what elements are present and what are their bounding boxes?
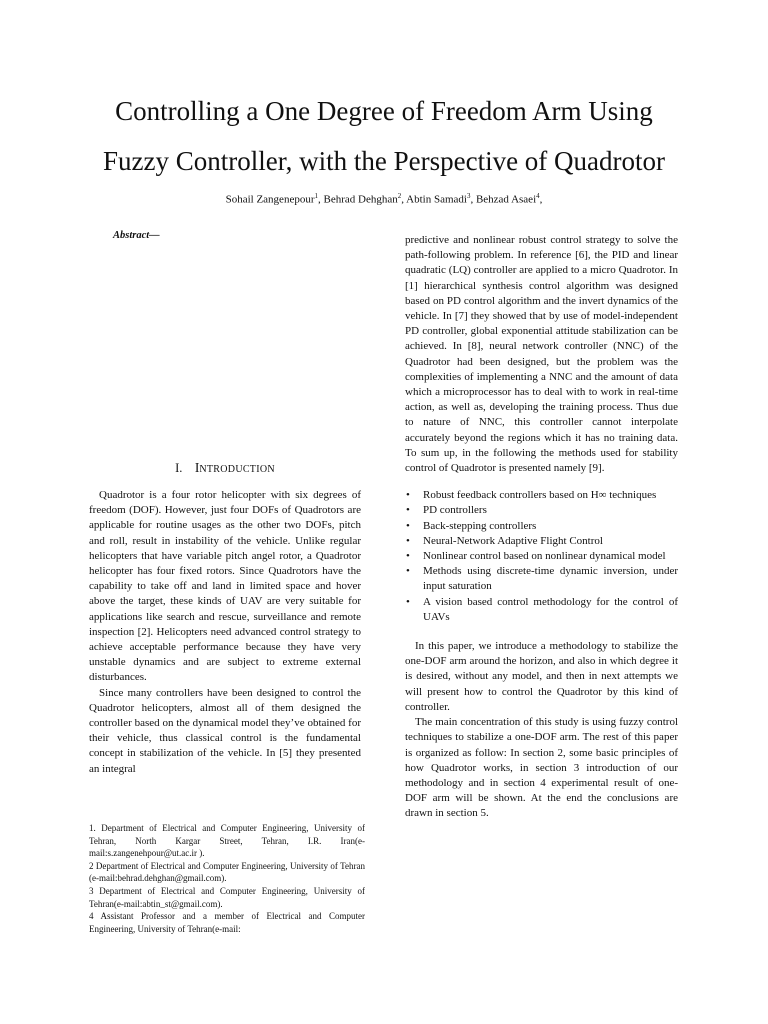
list-item bbox=[405, 503, 678, 518]
body-paragraph: predictive and nonlinear robust control strategy to solve the path-following problem. In reference [6], the PID and linear quadratic (LQ) controller are applied to a micro Quadrotor. In [1] hierarchical synthesis control algorithm was designed based on PD control algorithm and the invert dynamics of the vehicle. In [7] they showed that by use of model-independent PD controller, global exponential attitude stabilization can be achieved. In [8], neural network controller (NNC) of the Quadrotor had been designed, but the problem was the complexities of implementing a NNC and the amount of data which a microprocessor has to deal with to work in real-time action, as well as, developing the training process. Thus due to nature of NNC, this controller cannot interpolate accurately beyond the regions which it has no training data. To sum up, in the following the methods used for stability control of Quadrotor is presented namely [9]. bbox=[405, 234, 678, 475]
section-title-initial: I bbox=[194, 460, 200, 475]
list-item bbox=[405, 519, 678, 534]
body-paragraph: In this paper, we introduce a methodology to stabilize the one-DOF arm around the horizon, and also in which degree it is desired, without any model, and then in next attempts we will present how to control the Quadrotor by this kind of controller. bbox=[405, 640, 678, 713]
footnotes bbox=[89, 822, 365, 935]
footnote: 4 Assistant Professor and a member of Electrical and Computer Engineering, University of Tehran(e-mail: bbox=[89, 911, 365, 934]
list-item bbox=[405, 549, 678, 564]
list-item-text: Neural-Network Adaptive Flight Control bbox=[423, 534, 603, 547]
section-number: I. bbox=[175, 461, 183, 475]
list-item-text: Back-stepping controllers bbox=[423, 519, 537, 532]
section-title-rest: NTRODUCTION bbox=[199, 464, 275, 475]
abstract-label: Abstract— bbox=[113, 230, 160, 241]
title-line-1: Controlling a One Degree of Freedom Arm Using bbox=[115, 96, 653, 126]
body-paragraph: Since many controllers have been designed to control the Quadrotor helicopters, almost all of them designed the controller based on the dynamical model they’ve obtained for their vehicle, thus classical control is the fundamental concept in stabilization of the vehicle. In [5] they presented an integral bbox=[89, 686, 361, 775]
paper-title bbox=[40, 86, 728, 186]
left-column bbox=[89, 488, 361, 777]
bullet-icon: • bbox=[406, 565, 410, 578]
title-line-2: Fuzzy Controller, with the Perspective of Quadrotor bbox=[102, 146, 666, 176]
list-item bbox=[405, 488, 678, 503]
list-item-text: PD controllers bbox=[423, 504, 487, 517]
list-item-text: Methods using discrete-time dynamic inversion, under input saturation bbox=[423, 565, 678, 593]
author-name: Sohail Zangenepour bbox=[225, 193, 315, 206]
author-name: Behzad Asaei bbox=[475, 193, 537, 206]
section-heading-introduction bbox=[89, 460, 361, 478]
author-list: Sohail Zangenepour$^1$, Behrad Dehghan$^2$, Abtin Samadi$^3$, Behzad Asaei$^4$, bbox=[225, 192, 543, 206]
bullet-icon: • bbox=[406, 534, 410, 547]
author-name: Abtin Samadi bbox=[406, 193, 467, 206]
author-affiliation-mark: 1 bbox=[314, 192, 318, 200]
body-paragraph: The main concentration of this study is using fuzzy control techniques to stabilize a one-DOF arm. The rest of this paper is organized as follow: In section 2, some basic principles of how Quadrotor works, in section 3 introduction of our methodology and in section 4 experimental result of one-DOF arm will be shown. At the end the conclusions are drawn in section 5. bbox=[405, 716, 678, 820]
author-affiliation-mark: 2 bbox=[397, 192, 402, 200]
list-item bbox=[405, 534, 678, 549]
list-item-text: Nonlinear control based on nonlinear dynamical model bbox=[423, 550, 666, 563]
body-paragraph: Quadrotor is a four rotor helicopter with six degrees of freedom (DOF). However, just four DOFs of Quadrotors are applicable for routine usages as the other two DOFs, pitch and roll, result in instability of the vehicle. Unlike regular helicopters that have variable pitch angel rotor, a Quadrotor helicopter has four fixed rotors. Since Quadrotors have the capability to take off and land in limited space and hover above the target, these kinds of UAV are very suitable for applications like search and rescue, surveillance and remote inspection [2]. Helicopters need advanced control strategy to achieve acceptable performance because they have very unstable dynamics and are subject to extreme external disturbances. bbox=[89, 489, 361, 684]
list-item-text: Robust feedback controllers based on H∞ techniques bbox=[423, 489, 657, 502]
footnote: 2 Department of Electrical and Computer Engineering, University of Tehran (e-mail:behrad.dehghan@gmail.com). bbox=[89, 860, 365, 884]
bullet-icon: • bbox=[406, 504, 410, 517]
footnote: 3 Department of Electrical and Computer Engineering, University of Tehran(e-mail:abtin_st@gmail.com). bbox=[89, 885, 365, 909]
right-column bbox=[405, 233, 678, 822]
author-affiliation-mark: 4 bbox=[536, 192, 540, 200]
methods-list bbox=[405, 488, 678, 625]
bullet-icon: • bbox=[406, 519, 410, 532]
list-item-text: A vision based control methodology for the control of UAVs bbox=[423, 595, 678, 623]
list-item bbox=[405, 595, 678, 625]
footnote: 1. Department of Electrical and Computer Engineering, University of Tehran, North Kargar Street, Tehran, I.R. Iran(e-mail:s.zangenehpour@ut.ac.ir ). bbox=[89, 823, 365, 859]
bullet-icon: • bbox=[406, 489, 410, 502]
bullet-icon: • bbox=[406, 595, 410, 608]
list-item bbox=[405, 564, 678, 594]
author-name: Behrad Dehghan bbox=[323, 193, 398, 206]
author-affiliation-mark: 3 bbox=[466, 192, 471, 200]
bullet-icon: • bbox=[406, 550, 410, 563]
